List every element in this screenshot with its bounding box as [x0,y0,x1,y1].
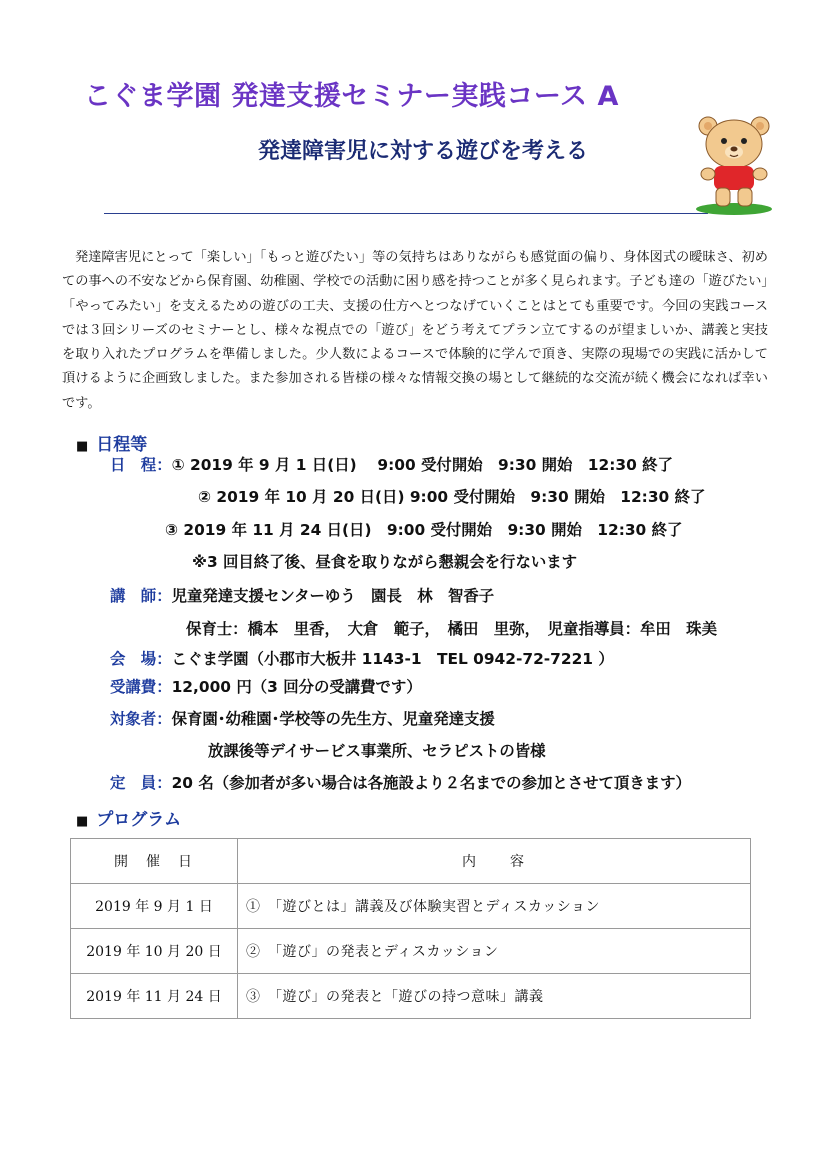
row-date: 2019 年 11 月 24 日 [71,974,238,1019]
row-content: ② 「遊び」の発表とディスカッション [238,929,751,974]
target-value-1: 保育園･幼稚園･学校等の先生方、児童発達支援 [171,710,495,728]
staff-value: 保育士：橋本 里香， 大倉 範子， 橘田 里弥， 児童指導員：牟田 珠美 [186,620,717,638]
target-row: 対象者：保育園･幼稚園･学校等の先生方、児童発達支援 [110,710,495,728]
capacity-value: 20 名（参加者が多い場合は各施設より２名までの参加とさせて頂きます） [171,774,691,792]
venue-row: 会 場：こぐま学園（小郡市大板井 1143-1 TEL 0942-72-7221 ） [110,650,614,668]
row-content: ③ 「遊び」の発表と「遊びの持つ意味」講義 [238,974,751,1019]
title-divider [104,213,708,214]
target-label: 対象者 [110,710,157,728]
table-row [71,929,751,974]
schedule-note: ※3 回目終了後、昼食を取りながら懇親会を行ないます [192,553,578,571]
program-table [70,838,751,1019]
fee-row: 受講費：12,000 円（3 回分の受講費です） [110,678,422,696]
date-2: ② 2019 年 10 月 20 日(日) 9:00 受付開始 9:30 開始 12:30 終了 [198,488,706,506]
lecturer-value: 児童発達支援センターゆう 園長 林 智香子 [171,587,495,605]
col-header-content: 内 容 [238,839,751,884]
capacity-row: 定 員：20 名（参加者が多い場合は各施設より２名までの参加とさせて頂きます） [110,774,691,792]
program-heading [76,805,181,830]
lecturer-row: 講 師：児童発達支援センターゆう 園長 林 智香子 [110,587,495,605]
table-row [71,974,751,1019]
schedule-date-1: 日 程：① 2019 年 9 月 1 日(日) 9:00 受付開始 9:30 開始 12:30 終了 [110,456,673,474]
target-value-2: 放課後等デイサービス事業所、セラピストの皆様 [208,742,546,760]
page-title: こぐま学園 発達支援セミナー実践コース A [84,81,619,112]
row-date: 2019 年 10 月 20 日 [71,929,238,974]
date-label: 日 程 [110,456,157,474]
row-content: ① 「遊びとは」講義及び体験実習とディスカッション [238,884,751,929]
fee-value: 12,000 円（3 回分の受講費です） [171,678,422,696]
program-heading-text: プログラム [96,810,182,830]
table-header-row [71,839,751,884]
lecturer-label: 講 師 [110,587,157,605]
table-row [71,884,751,929]
page-subtitle: 発達障害児に対する遊びを考える [258,139,589,164]
schedule-heading-text: 日程等 [96,435,148,455]
date-1: ① 2019 年 9 月 1 日(日) 9:00 受付開始 9:30 開始 12:30 終了 [171,456,673,474]
section-marker: ■ [76,814,89,829]
col-header-date: 開 催 日 [71,839,238,884]
row-date: 2019 年 9 月 1 日 [71,884,238,929]
capacity-label: 定 員 [110,774,157,792]
venue-label: 会 場 [110,650,157,668]
schedule-heading [76,430,147,455]
teddy-bear-icon [694,112,774,216]
section-marker: ■ [76,439,89,454]
fee-label: 受講費 [110,678,157,696]
intro-paragraph: 発達障害児にとって「楽しい」「もっと遊びたい」等の気持ちはありながらも感覚面の偏り、身体図式の曖昧さ、初めての事への不安などから保育園、幼稚園、学校での活動に困り感を持つことが多く見られます。子ども達の「遊びたい」「やってみたい」を支えるための遊びの工夫、支援の仕方へとつなげていくことはとても重要です。今回の実践コースでは３回シリーズのセミナーとし、様々な視点での「遊び」をどう考えてプラン立てするのが望ましいか、講義と実技を取り入れたプログラムを準備しました。少人数によるコースで体験的に学んで頂き、実際の現場での実践に活かして頂けるように企画致しました。また参加される皆様の様々な情報交換の場として継続的な交流が続く機会になれば幸いです。 [62,250,768,411]
date-3: ③ 2019 年 11 月 24 日(日) 9:00 受付開始 9:30 開始 12:30 終了 [165,521,683,539]
venue-value: こぐま学園（小郡市大板井 1143-1 TEL 0942-72-7221 ） [171,650,614,668]
